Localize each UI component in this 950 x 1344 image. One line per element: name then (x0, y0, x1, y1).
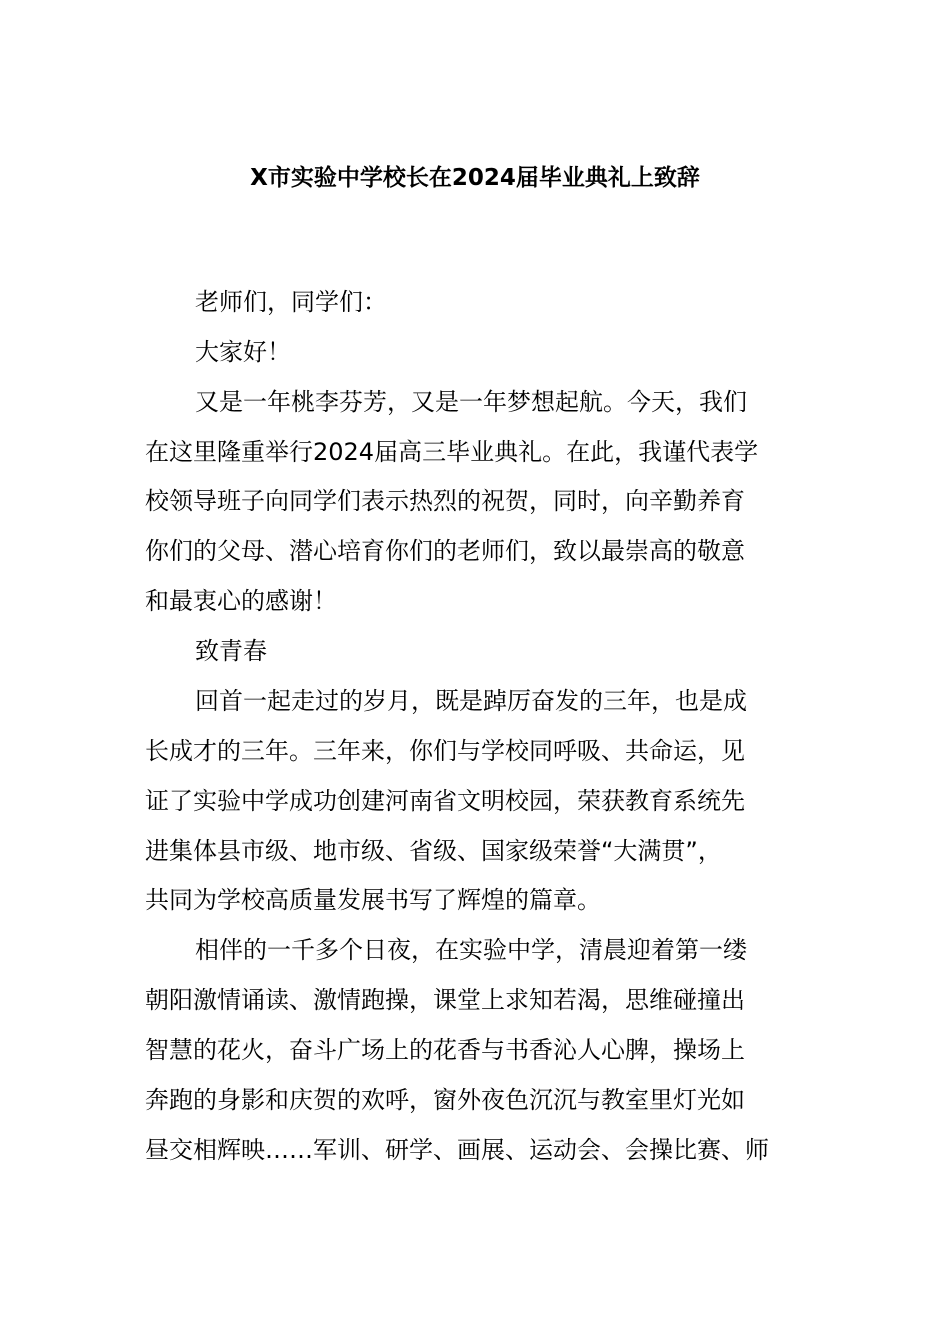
salutation-line: 老师们，同学们： (195, 288, 387, 316)
paragraph-1-line-3: 校领导班子向同学们表示热烈的祝贺，同时，向辛勤养育 (145, 487, 745, 515)
paragraph-1-line-2: 在这里隆重举行2024届高三毕业典礼。在此，我谨代表学 (145, 438, 759, 466)
paragraph-2-line-1: 回首一起走过的岁月，既是踔厉奋发的三年，也是成 (195, 687, 747, 715)
paragraph-1-line-5: 和最衷心的感谢！ (145, 587, 337, 615)
document-title: X市实验中学校长在2024届毕业典礼上致辞 (250, 165, 700, 191)
paragraph-3-line-1: 相伴的一千多个日夜，在实验中学，清晨迎着第一缕 (195, 936, 747, 964)
greeting-line: 大家好！ (195, 338, 291, 366)
paragraph-3-line-2: 朝阳激情诵读、激情跑操，课堂上求知若渴，思维碰撞出 (145, 986, 745, 1014)
paragraph-2-line-3: 证了实验中学成功创建河南省文明校园，荣获教育系统先 (145, 787, 745, 815)
paragraph-1-line-4: 你们的父母、潜心培育你们的老师们，致以最崇高的敬意 (145, 537, 745, 565)
paragraph-1-line-1: 又是一年桃李芬芳，又是一年梦想起航。今天，我们 (195, 388, 747, 416)
section-heading: 致青春 (195, 637, 267, 665)
paragraph-2-line-4: 进集体县市级、地市级、省级、国家级荣誉“大满贯”， (145, 837, 722, 865)
paragraph-3-line-4: 奔跑的身影和庆贺的欢呼，窗外夜色沉沉与教室里灯光如 (145, 1086, 745, 1114)
paragraph-3-line-5: 昼交相辉映……军训、研学、画展、运动会、会操比赛、师 (145, 1136, 769, 1164)
paragraph-2-line-5: 共同为学校高质量发展书写了辉煌的篇章。 (145, 886, 601, 914)
paragraph-2-line-2: 长成才的三年。三年来，你们与学校同呼吸、共命运，见 (145, 737, 745, 765)
paragraph-3-line-3: 智慧的花火，奋斗广场上的花香与书香沁人心脾，操场上 (145, 1036, 745, 1064)
